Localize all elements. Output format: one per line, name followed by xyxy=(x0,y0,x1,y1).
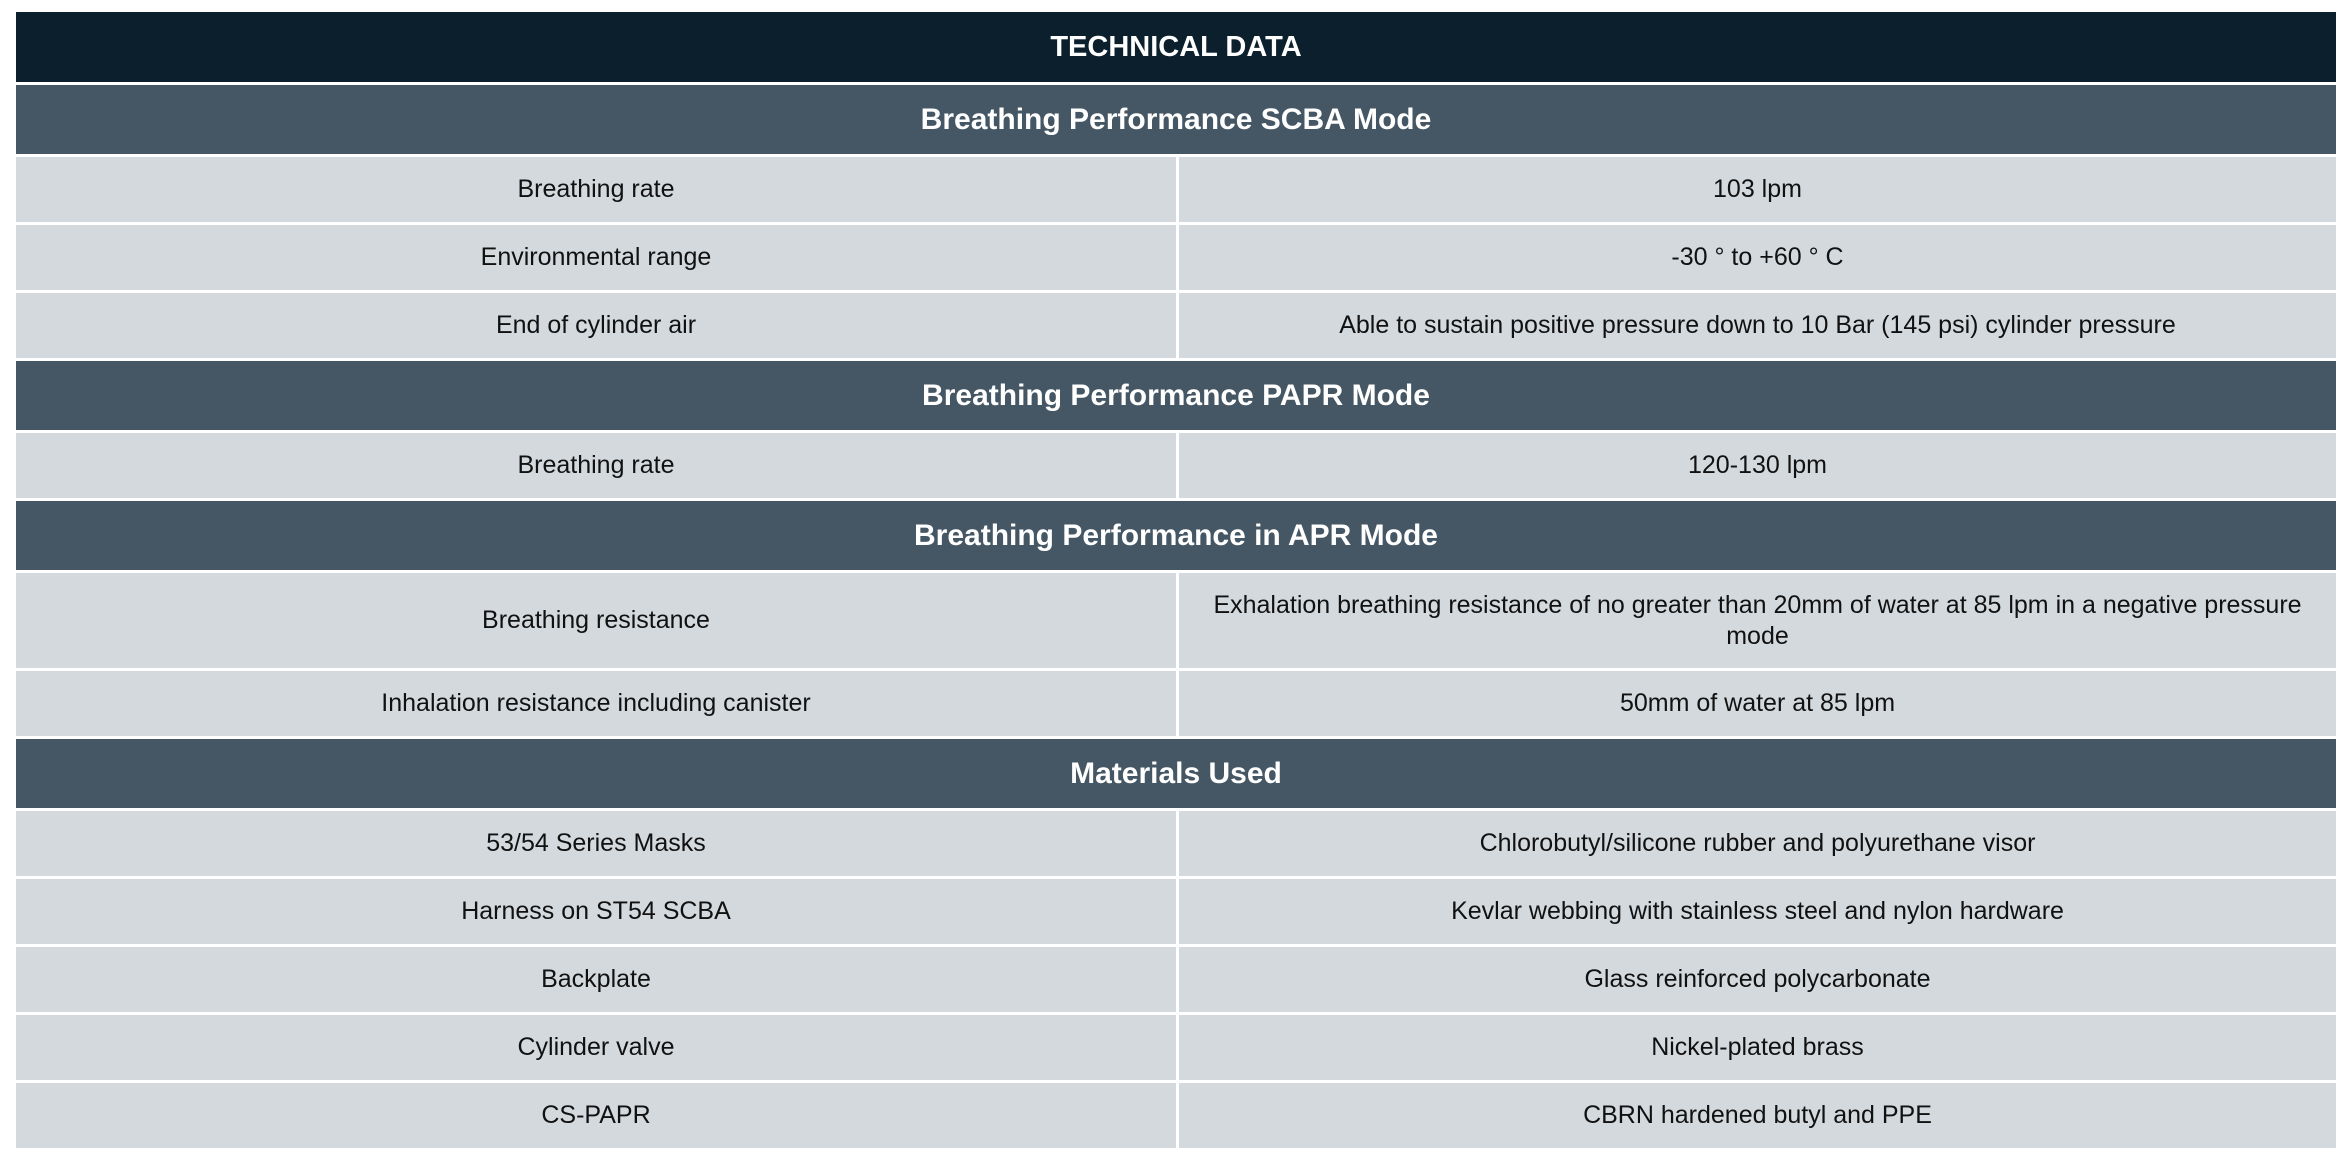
table-row xyxy=(16,293,2336,358)
table-row xyxy=(16,225,2336,290)
row-value: Glass reinforced polycarbonate xyxy=(1179,947,2336,1012)
table-row xyxy=(16,157,2336,222)
row-label: CS-PAPR xyxy=(16,1083,1176,1148)
row-value: Nickel-plated brass xyxy=(1179,1015,2336,1080)
row-label: Cylinder valve xyxy=(16,1015,1176,1080)
row-value: CBRN hardened butyl and PPE xyxy=(1179,1083,2336,1148)
row-label: Environmental range xyxy=(16,225,1176,290)
row-value: Chlorobutyl/silicone rubber and polyurethane visor xyxy=(1179,811,2336,876)
row-label: End of cylinder air xyxy=(16,293,1176,358)
section-heading-materials: Materials Used xyxy=(16,739,2336,808)
table-row xyxy=(16,1083,2336,1148)
row-label: Breathing rate xyxy=(16,157,1176,222)
section-heading-papr: Breathing Performance PAPR Mode xyxy=(16,361,2336,430)
table-row xyxy=(16,811,2336,876)
row-value: Kevlar webbing with stainless steel and nylon hardware xyxy=(1179,879,2336,944)
section-heading-apr: Breathing Performance in APR Mode xyxy=(16,501,2336,570)
section-heading-scba: Breathing Performance SCBA Mode xyxy=(16,85,2336,154)
row-label: Breathing resistance xyxy=(16,573,1176,668)
table-row xyxy=(16,573,2336,668)
row-label: Harness on ST54 SCBA xyxy=(16,879,1176,944)
table-row xyxy=(16,433,2336,498)
table-row xyxy=(16,671,2336,736)
row-value: Able to sustain positive pressure down to 10 Bar (145 psi) cylinder pressure xyxy=(1179,293,2336,358)
table-title: TECHNICAL DATA xyxy=(16,12,2336,82)
row-label: Breathing rate xyxy=(16,433,1176,498)
table-row xyxy=(16,879,2336,944)
row-label: Backplate xyxy=(16,947,1176,1012)
row-value: 103 lpm xyxy=(1179,157,2336,222)
row-value: Exhalation breathing resistance of no greater than 20mm of water at 85 lpm in a negative pressure mode xyxy=(1179,573,2336,668)
row-value: 50mm of water at 85 lpm xyxy=(1179,671,2336,736)
row-label: Inhalation resistance including canister xyxy=(16,671,1176,736)
row-value: 120-130 lpm xyxy=(1179,433,2336,498)
table-row xyxy=(16,1015,2336,1080)
row-label: 53/54 Series Masks xyxy=(16,811,1176,876)
table-row xyxy=(16,947,2336,1012)
row-value: -30 ° to +60 ° C xyxy=(1179,225,2336,290)
technical-data-table xyxy=(16,12,2336,1151)
